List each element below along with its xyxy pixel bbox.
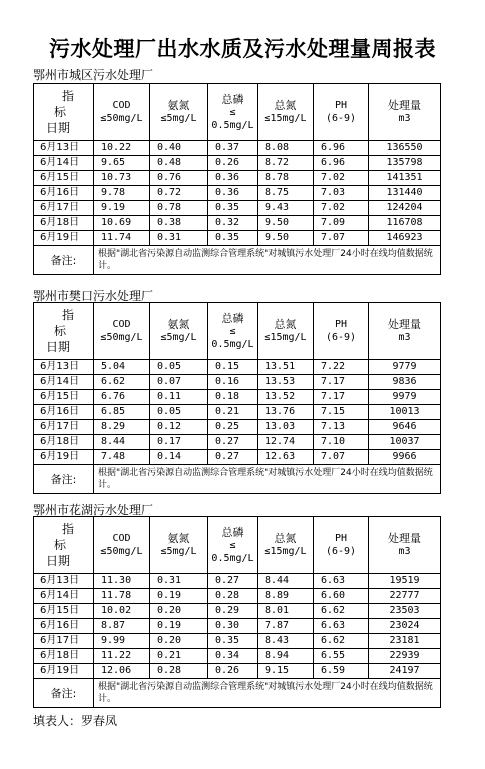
- table-row: [34, 420, 441, 435]
- header-cod: [94, 517, 150, 574]
- tp-cell: 0.27: [208, 450, 258, 465]
- header-tp: [208, 84, 258, 141]
- date-cell: 6月18日: [34, 649, 94, 664]
- table-row: [34, 360, 441, 375]
- ph-cell: 7.17: [314, 390, 369, 405]
- note-label: 备注:: [34, 679, 94, 708]
- date-cell: 6月14日: [34, 156, 94, 171]
- tp-cell: 0.37: [208, 141, 258, 156]
- cod-cell: 10.73: [94, 171, 150, 186]
- tn-cell: 13.03: [258, 420, 314, 435]
- report-title: 污水处理厂出水水质及污水处理量周报表: [49, 36, 436, 61]
- ph-cell: 6.63: [314, 619, 369, 634]
- nh3-cell: 0.19: [150, 619, 208, 634]
- volume-cell: 9836: [369, 375, 441, 390]
- tn-cell: 7.87: [258, 619, 314, 634]
- table-row: [34, 589, 441, 604]
- date-cell: 6月17日: [34, 201, 94, 216]
- header-volume-unit: m3: [398, 113, 411, 124]
- tn-cell: 12.63: [258, 450, 314, 465]
- header-tp-limit: 0.5mg/L: [211, 119, 254, 131]
- ph-cell: 6.63: [314, 574, 369, 589]
- header-cod: [94, 84, 150, 141]
- header-nh3: [150, 84, 208, 141]
- table-row: [34, 201, 441, 216]
- header-tp-name: 总磷: [221, 92, 244, 106]
- tp-cell: 0.35: [208, 634, 258, 649]
- nh3-cell: 0.78: [150, 201, 208, 216]
- cod-cell: 11.22: [94, 649, 150, 664]
- table-row: [34, 156, 441, 171]
- nh3-cell: 0.48: [150, 156, 208, 171]
- header-nh3-limit: ≤5mg/L: [160, 113, 197, 124]
- nh3-cell: 0.05: [150, 405, 208, 420]
- header-tn: [258, 84, 314, 141]
- nh3-cell: 0.07: [150, 375, 208, 390]
- table-row: [34, 186, 441, 201]
- cod-cell: 6.62: [94, 375, 150, 390]
- ph-cell: 7.13: [314, 420, 369, 435]
- header-volume-unit: m3: [398, 546, 411, 557]
- volume-cell: 23024: [369, 619, 441, 634]
- tp-cell: 0.21: [208, 405, 258, 420]
- tp-cell: 0.35: [208, 201, 258, 216]
- header-ph: [314, 84, 369, 141]
- volume-cell: 19519: [369, 574, 441, 589]
- cod-cell: 10.69: [94, 216, 150, 231]
- header-tp-sym: ≤: [229, 325, 236, 337]
- nh3-cell: 0.19: [150, 589, 208, 604]
- cod-cell: 11.30: [94, 574, 150, 589]
- cod-cell: 11.74: [94, 231, 150, 246]
- table-row: [34, 574, 441, 589]
- note-row: [34, 465, 441, 494]
- table-row: [34, 664, 441, 679]
- nh3-cell: 0.11: [150, 390, 208, 405]
- tp-cell: 0.29: [208, 604, 258, 619]
- header-nh3-name: 氨氮: [167, 99, 190, 112]
- tn-cell: 13.52: [258, 390, 314, 405]
- table-row: [34, 604, 441, 619]
- header-tn-limit: ≤15mg/L: [264, 113, 307, 124]
- nh3-cell: 0.40: [150, 141, 208, 156]
- tn-cell: 9.43: [258, 201, 314, 216]
- table-row: [34, 216, 441, 231]
- header-ph-name: PH: [334, 533, 348, 544]
- header-volume: [369, 517, 441, 574]
- tn-cell: 8.89: [258, 589, 314, 604]
- nh3-cell: 0.72: [150, 186, 208, 201]
- header-tn: [258, 303, 314, 360]
- header-tn-name: 总氮: [274, 318, 297, 331]
- volume-cell: 22939: [369, 649, 441, 664]
- cod-cell: 7.48: [94, 450, 150, 465]
- tn-cell: 13.76: [258, 405, 314, 420]
- nh3-cell: 0.21: [150, 649, 208, 664]
- tn-cell: 9.15: [258, 664, 314, 679]
- tp-cell: 0.25: [208, 420, 258, 435]
- note-row: [34, 679, 441, 708]
- cod-cell: 9.19: [94, 201, 150, 216]
- ph-cell: 7.15: [314, 405, 369, 420]
- tp-cell: 0.35: [208, 231, 258, 246]
- ph-cell: 7.17: [314, 375, 369, 390]
- header-volume-unit: m3: [398, 332, 411, 343]
- table-header-row: [34, 303, 441, 360]
- volume-cell: 136550: [369, 141, 441, 156]
- tn-cell: 8.08: [258, 141, 314, 156]
- volume-cell: 23503: [369, 604, 441, 619]
- volume-cell: 23181: [369, 634, 441, 649]
- volume-cell: 9966: [369, 450, 441, 465]
- header-tp: [208, 303, 258, 360]
- header-cod-limit: ≤50mg/L: [100, 113, 143, 124]
- tp-cell: 0.16: [208, 375, 258, 390]
- table-row: [34, 141, 441, 156]
- note-text: 根据"湖北省污染源自动监测综合管理系统"对城镇污水处理厂24小时在线均值数据统计。: [94, 679, 441, 708]
- header-ph: [314, 517, 369, 574]
- header-diagonal-cell: [34, 84, 94, 141]
- tn-cell: 9.50: [258, 231, 314, 246]
- tp-cell: 0.36: [208, 171, 258, 186]
- ph-cell: 6.96: [314, 156, 369, 171]
- nh3-cell: 0.17: [150, 435, 208, 450]
- water-quality-table: [33, 83, 441, 275]
- header-indicator-2: 标: [54, 324, 67, 338]
- date-cell: 6月17日: [34, 420, 94, 435]
- date-cell: 6月13日: [34, 574, 94, 589]
- table-row: [34, 171, 441, 186]
- volume-cell: 146923: [369, 231, 441, 246]
- tp-cell: 0.27: [208, 435, 258, 450]
- tp-cell: 0.15: [208, 360, 258, 375]
- header-tp-sym: ≤: [229, 106, 236, 118]
- header-cod-name: COD: [112, 533, 131, 544]
- date-cell: 6月18日: [34, 435, 94, 450]
- cod-cell: 5.04: [94, 360, 150, 375]
- volume-cell: 22777: [369, 589, 441, 604]
- nh3-cell: 0.12: [150, 420, 208, 435]
- ph-cell: 7.02: [314, 201, 369, 216]
- ph-cell: 7.07: [314, 231, 369, 246]
- header-ph-range: (6-9): [325, 546, 357, 557]
- plant-name: 鄂州市樊口污水处理厂: [33, 289, 154, 303]
- volume-cell: 131440: [369, 186, 441, 201]
- header-date: 日期: [46, 121, 71, 135]
- header-ph-range: (6-9): [325, 113, 357, 124]
- volume-cell: 141351: [369, 171, 441, 186]
- table-row: [34, 649, 441, 664]
- date-cell: 6月19日: [34, 231, 94, 246]
- header-diagonal-cell: [34, 303, 94, 360]
- cod-cell: 8.87: [94, 619, 150, 634]
- tn-cell: 13.53: [258, 375, 314, 390]
- tp-cell: 0.18: [208, 390, 258, 405]
- table-row: [34, 405, 441, 420]
- cod-cell: 6.85: [94, 405, 150, 420]
- table-row: [34, 435, 441, 450]
- header-tn-name: 总氮: [274, 99, 297, 112]
- table-header-row: [34, 84, 441, 141]
- ph-cell: 6.60: [314, 589, 369, 604]
- header-ph-range: (6-9): [325, 332, 357, 343]
- volume-cell: 9779: [369, 360, 441, 375]
- volume-cell: 10013: [369, 405, 441, 420]
- ph-cell: 6.62: [314, 604, 369, 619]
- table-row: [34, 450, 441, 465]
- header-indicator: 指: [62, 308, 75, 322]
- tn-cell: 8.44: [258, 574, 314, 589]
- header-ph-name: PH: [334, 100, 348, 111]
- volume-cell: 10037: [369, 435, 441, 450]
- header-volume: [369, 303, 441, 360]
- header-tp-name: 总磷: [221, 525, 244, 539]
- header-indicator-2: 标: [54, 538, 67, 552]
- ph-cell: 6.55: [314, 649, 369, 664]
- volume-cell: 124204: [369, 201, 441, 216]
- header-tp-limit: 0.5mg/L: [211, 552, 254, 564]
- ph-cell: 7.07: [314, 450, 369, 465]
- cod-cell: 12.06: [94, 664, 150, 679]
- date-cell: 6月16日: [34, 619, 94, 634]
- cod-cell: 9.78: [94, 186, 150, 201]
- header-nh3-name: 氨氮: [167, 532, 190, 545]
- date-cell: 6月16日: [34, 405, 94, 420]
- table-row: [34, 634, 441, 649]
- header-ph-name: PH: [334, 319, 348, 330]
- nh3-cell: 0.20: [150, 604, 208, 619]
- header-diagonal-cell: [34, 517, 94, 574]
- header-tn-name: 总氮: [274, 532, 297, 545]
- header-cod: [94, 303, 150, 360]
- nh3-cell: 0.31: [150, 574, 208, 589]
- water-quality-table: [33, 302, 441, 494]
- nh3-cell: 0.05: [150, 360, 208, 375]
- date-cell: 6月19日: [34, 664, 94, 679]
- header-ph: [314, 303, 369, 360]
- header-indicator-2: 标: [54, 105, 67, 119]
- header-cod-limit: ≤50mg/L: [100, 332, 143, 343]
- ph-cell: 6.59: [314, 664, 369, 679]
- nh3-cell: 0.14: [150, 450, 208, 465]
- volume-cell: 9646: [369, 420, 441, 435]
- ph-cell: 7.10: [314, 435, 369, 450]
- header-volume-name: 处理量: [388, 99, 421, 112]
- note-row: [34, 246, 441, 275]
- table-header-row: [34, 517, 441, 574]
- nh3-cell: 0.31: [150, 231, 208, 246]
- table-row: [34, 619, 441, 634]
- tn-cell: 8.72: [258, 156, 314, 171]
- date-cell: 6月13日: [34, 141, 94, 156]
- header-date: 日期: [46, 554, 71, 568]
- volume-cell: 9979: [369, 390, 441, 405]
- volume-cell: 135798: [369, 156, 441, 171]
- plant-name: 鄂州市城区污水处理厂: [33, 68, 154, 82]
- volume-cell: 24197: [369, 664, 441, 679]
- table-row: [34, 231, 441, 246]
- plant-name: 鄂州市花湖污水处理厂: [33, 503, 154, 517]
- header-tn-limit: ≤15mg/L: [264, 546, 307, 557]
- filler-name: 填表人：罗春凤: [33, 714, 118, 728]
- note-label: 备注:: [34, 465, 94, 494]
- table-row: [34, 390, 441, 405]
- tp-cell: 0.26: [208, 664, 258, 679]
- tp-cell: 0.30: [208, 619, 258, 634]
- note-text: 根据"湖北省污染源自动监测综合管理系统"对城镇污水处理厂24小时在线均值数据统计。: [94, 246, 441, 275]
- date-cell: 6月13日: [34, 360, 94, 375]
- ph-cell: 7.02: [314, 171, 369, 186]
- ph-cell: 7.03: [314, 186, 369, 201]
- cod-cell: 8.44: [94, 435, 150, 450]
- nh3-cell: 0.28: [150, 664, 208, 679]
- date-cell: 6月17日: [34, 634, 94, 649]
- tn-cell: 8.78: [258, 171, 314, 186]
- tp-cell: 0.36: [208, 186, 258, 201]
- tp-cell: 0.27: [208, 574, 258, 589]
- cod-cell: 9.65: [94, 156, 150, 171]
- ph-cell: 7.22: [314, 360, 369, 375]
- tp-cell: 0.26: [208, 156, 258, 171]
- date-cell: 6月15日: [34, 604, 94, 619]
- nh3-cell: 0.38: [150, 216, 208, 231]
- date-cell: 6月14日: [34, 375, 94, 390]
- header-tp-name: 总磷: [221, 311, 244, 325]
- header-tn-limit: ≤15mg/L: [264, 332, 307, 343]
- nh3-cell: 0.20: [150, 634, 208, 649]
- header-indicator: 指: [62, 89, 75, 103]
- date-cell: 6月19日: [34, 450, 94, 465]
- tn-cell: 13.51: [258, 360, 314, 375]
- ph-cell: 6.96: [314, 141, 369, 156]
- water-quality-table: [33, 516, 441, 708]
- header-date: 日期: [46, 340, 71, 354]
- header-tp-limit: 0.5mg/L: [211, 338, 254, 350]
- date-cell: 6月16日: [34, 186, 94, 201]
- header-volume-name: 处理量: [388, 318, 421, 331]
- date-cell: 6月15日: [34, 390, 94, 405]
- header-volume-name: 处理量: [388, 532, 421, 545]
- header-volume: [369, 84, 441, 141]
- note-text: 根据"湖北省污染源自动监测综合管理系统"对城镇污水处理厂24小时在线均值数据统计。: [94, 465, 441, 494]
- tn-cell: 8.01: [258, 604, 314, 619]
- cod-cell: 6.76: [94, 390, 150, 405]
- tp-cell: 0.32: [208, 216, 258, 231]
- tp-cell: 0.28: [208, 589, 258, 604]
- ph-cell: 6.62: [314, 634, 369, 649]
- header-indicator: 指: [62, 522, 75, 536]
- ph-cell: 7.09: [314, 216, 369, 231]
- note-label: 备注:: [34, 246, 94, 275]
- header-nh3-limit: ≤5mg/L: [160, 332, 197, 343]
- cod-cell: 11.78: [94, 589, 150, 604]
- header-cod-limit: ≤50mg/L: [100, 546, 143, 557]
- volume-cell: 116708: [369, 216, 441, 231]
- header-nh3-limit: ≤5mg/L: [160, 546, 197, 557]
- tn-cell: 8.94: [258, 649, 314, 664]
- tn-cell: 12.74: [258, 435, 314, 450]
- header-cod-name: COD: [112, 319, 131, 330]
- header-cod-name: COD: [112, 100, 131, 111]
- cod-cell: 10.22: [94, 141, 150, 156]
- cod-cell: 8.29: [94, 420, 150, 435]
- header-tn: [258, 517, 314, 574]
- header-tp: [208, 517, 258, 574]
- date-cell: 6月15日: [34, 171, 94, 186]
- header-nh3-name: 氨氮: [167, 318, 190, 331]
- nh3-cell: 0.76: [150, 171, 208, 186]
- tp-cell: 0.34: [208, 649, 258, 664]
- tn-cell: 8.75: [258, 186, 314, 201]
- cod-cell: 10.02: [94, 604, 150, 619]
- tn-cell: 8.43: [258, 634, 314, 649]
- cod-cell: 9.99: [94, 634, 150, 649]
- header-nh3: [150, 303, 208, 360]
- table-row: [34, 375, 441, 390]
- header-nh3: [150, 517, 208, 574]
- date-cell: 6月14日: [34, 589, 94, 604]
- tn-cell: 9.50: [258, 216, 314, 231]
- date-cell: 6月18日: [34, 216, 94, 231]
- header-tp-sym: ≤: [229, 539, 236, 551]
